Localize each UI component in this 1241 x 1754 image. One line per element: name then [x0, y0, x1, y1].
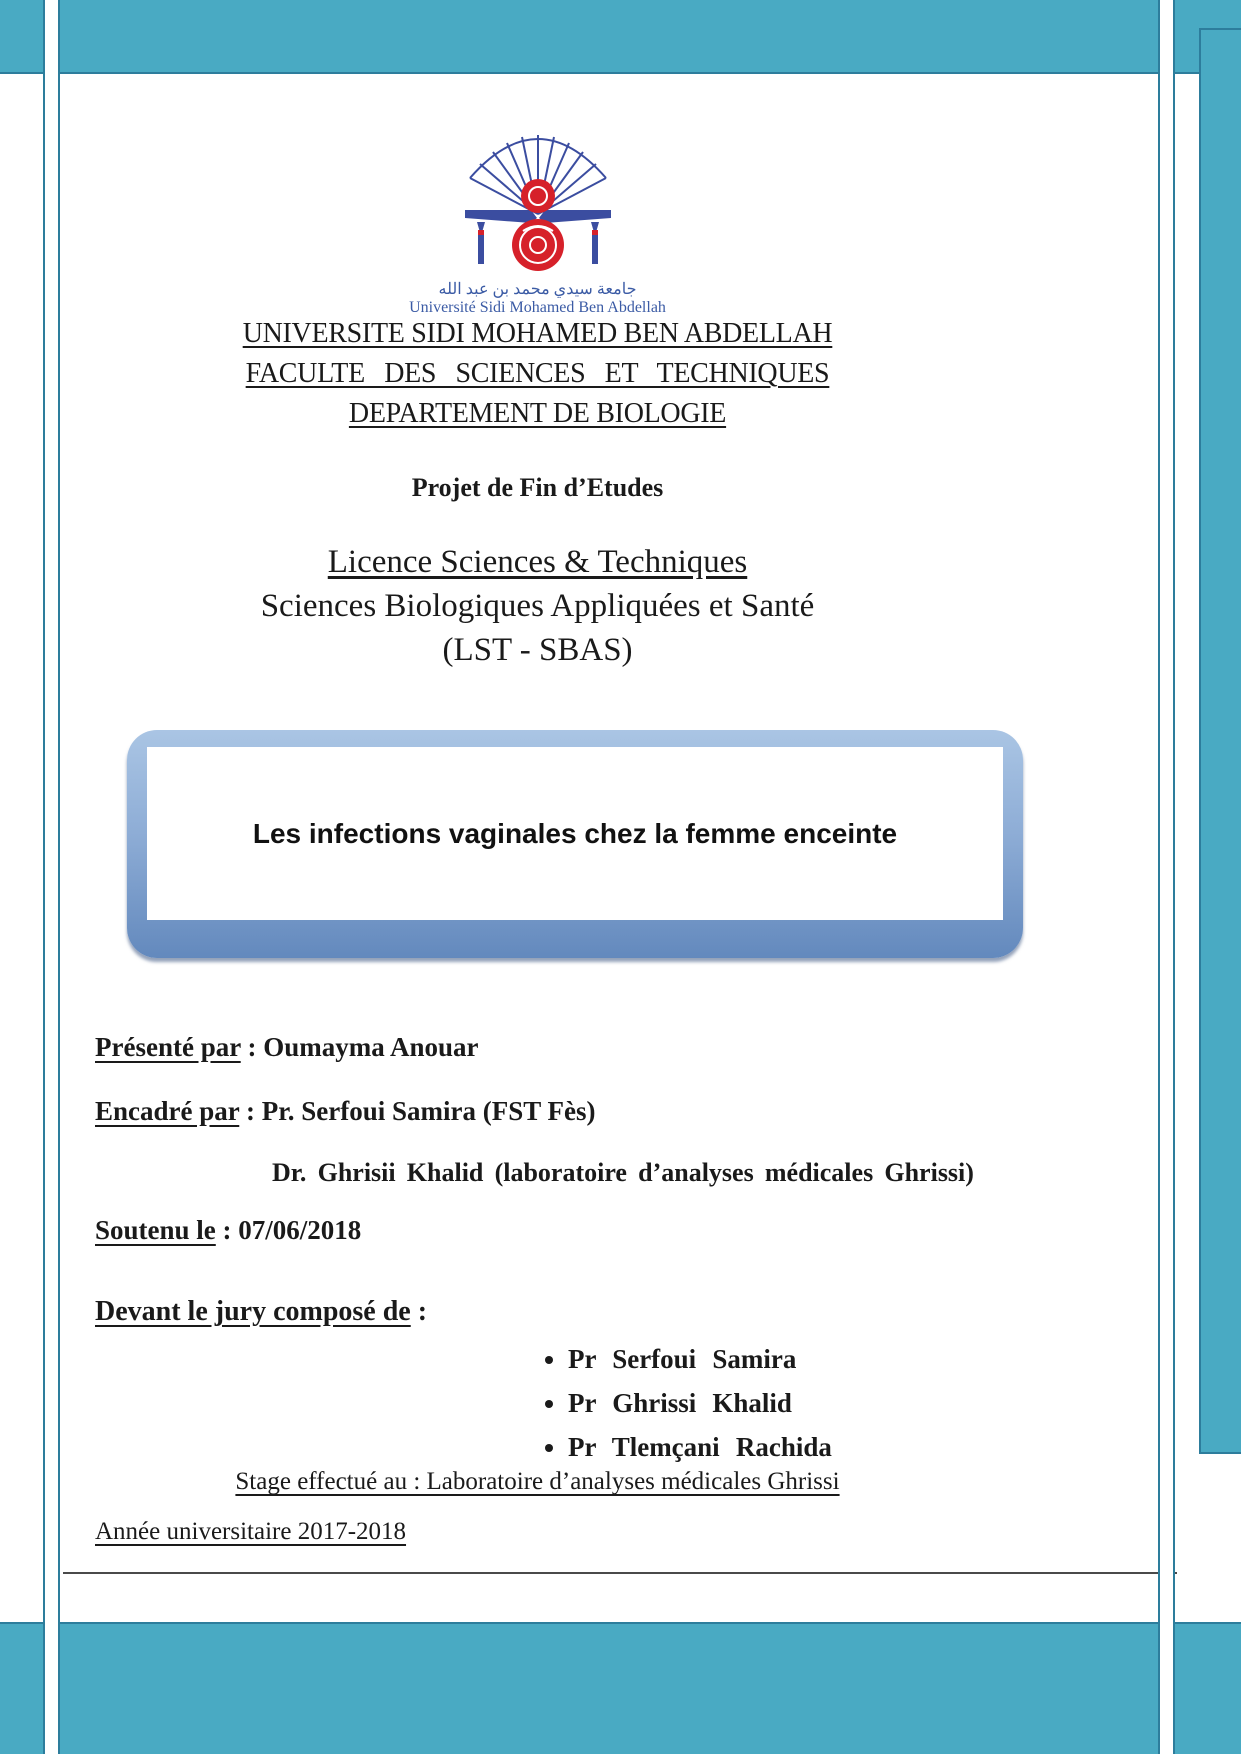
faculty-name: FACULTE DES SCIENCES ET TECHNIQUES — [245, 358, 830, 389]
university-logo — [95, 126, 980, 318]
internship-location-text: Stage effectué au : Laboratoire d’analyses médicales Ghrissi — [235, 1468, 840, 1495]
internship-location-line — [95, 1468, 980, 1496]
logo-arabic-caption: جامعة سيدي محمد بن عبد الله — [438, 281, 637, 298]
degree-abbreviation: (LST - SBAS) — [442, 632, 633, 668]
presented-by-row — [95, 1032, 980, 1063]
right-teal-column — [1199, 28, 1241, 1454]
supervised-by-label: Encadré par — [95, 1096, 240, 1126]
separator: : — [240, 1032, 264, 1062]
degree-title: Licence Sciences & Techniques — [327, 544, 748, 580]
university-name: UNIVERSITE SIDI MOHAMED BEN ABDELLAH — [242, 318, 833, 349]
academic-year-text: Année universitaire 2017-2018 — [95, 1518, 407, 1545]
supervisor-2-row: Dr. Ghrisii Khalid (laboratoire d’analyses médicales Ghrissi) — [272, 1158, 974, 1187]
department-name: DEPARTEMENT DE BIOLOGIE — [348, 398, 727, 429]
university-emblem-icon — [433, 126, 643, 276]
jury-member: • Pr Tlemçani Rachida — [568, 1432, 832, 1463]
jury-member: • Pr Ghrissi Khalid — [568, 1388, 832, 1419]
defense-date-label: Soutenu le — [95, 1215, 216, 1245]
right-double-rule — [1158, 0, 1175, 1754]
left-double-rule — [43, 0, 60, 1754]
author-name: Oumayma Anouar — [263, 1032, 479, 1062]
jury-member: • Pr Serfoui Samira — [568, 1344, 832, 1375]
bottom-horizontal-rule — [63, 1572, 1177, 1574]
degree-block — [95, 540, 980, 672]
supervisor-1-name: Pr. Serfoui Samira (FST Fès) — [261, 1096, 596, 1126]
separator: : — [410, 1296, 428, 1327]
presented-by-label: Présenté par — [95, 1032, 241, 1062]
thesis-title: Les infections vaginales chez la femme enceinte — [252, 817, 898, 849]
university-headings — [95, 314, 980, 434]
bottom-teal-band — [0, 1622, 1241, 1754]
top-teal-band — [0, 0, 1241, 74]
jury-heading — [95, 1296, 980, 1328]
jury-member-list — [540, 1344, 832, 1476]
project-type-label: Projet de Fin d’Etudes — [411, 473, 664, 502]
logo-french-caption: Université Sidi Mohamed Ben Abdellah — [409, 299, 666, 317]
academic-year-line — [95, 1518, 980, 1546]
thesis-title-inner — [147, 747, 1003, 920]
separator: : — [215, 1215, 239, 1245]
separator: : — [239, 1096, 262, 1126]
supervised-by-row — [95, 1096, 980, 1127]
defense-date-value: 07/06/2018 — [238, 1215, 362, 1245]
degree-specialty: Sciences Biologiques Appliquées et Santé — [260, 588, 815, 624]
thesis-title-box — [127, 730, 1023, 958]
jury-heading-label: Devant le jury composé de — [95, 1296, 411, 1327]
defense-date-row — [95, 1215, 980, 1246]
